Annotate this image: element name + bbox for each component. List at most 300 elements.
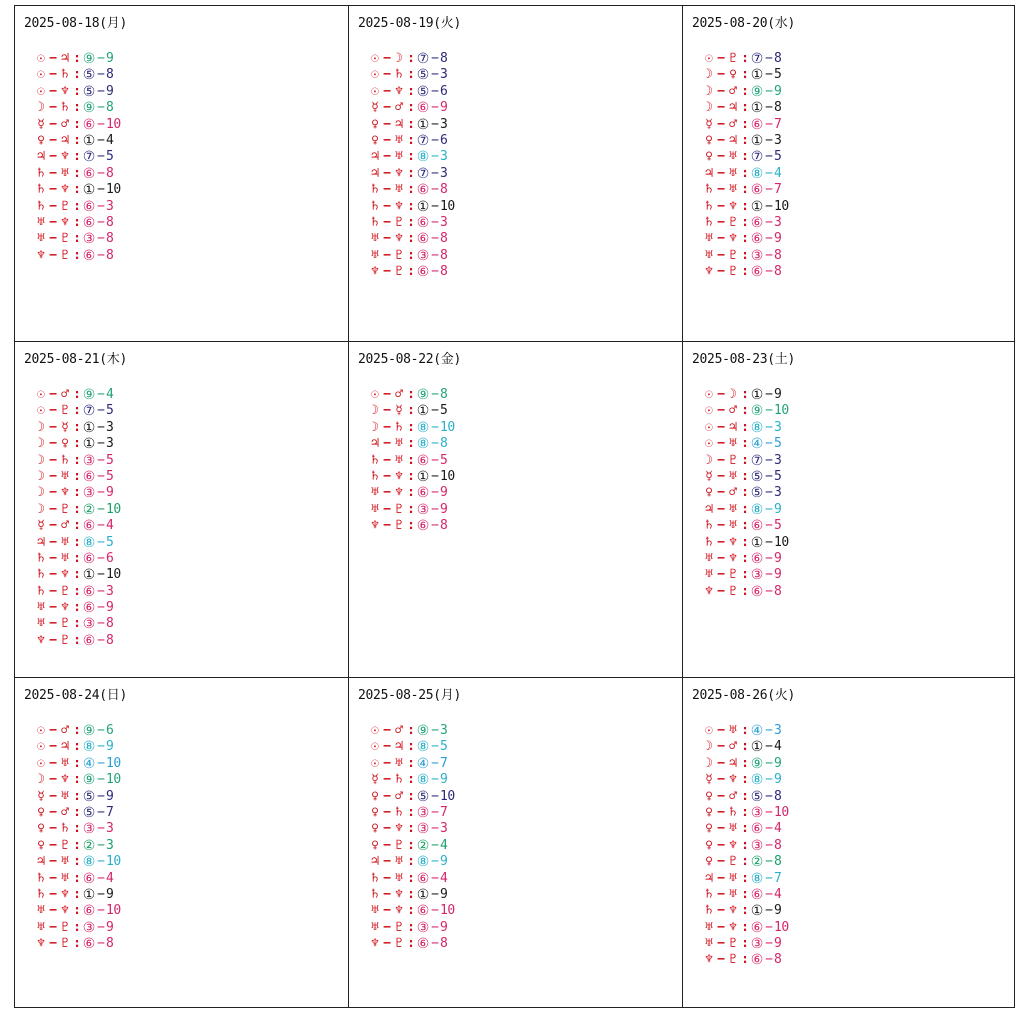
aspect-line xyxy=(702,387,796,403)
aspect-dash: − xyxy=(49,403,57,419)
value-dash: − xyxy=(431,51,439,66)
strength-value: 9 xyxy=(440,886,448,902)
planet-a-glyph: ♃ xyxy=(371,165,379,181)
value-dash: − xyxy=(431,501,439,517)
strength-value: 9 xyxy=(106,51,114,66)
strength-value: 5 xyxy=(440,403,448,419)
value-dash: − xyxy=(97,198,105,214)
circled-number: ③ xyxy=(416,501,430,518)
circled-number: ③ xyxy=(82,821,96,838)
planet-a-glyph: ☽ xyxy=(705,755,713,771)
aspect-colon: : xyxy=(73,854,81,870)
planet-a-glyph: ♅ xyxy=(37,214,45,230)
planet-a-glyph: ☿ xyxy=(37,116,45,132)
day-cell-0 xyxy=(15,6,349,342)
aspect-list xyxy=(34,387,128,649)
aspect-line xyxy=(34,469,128,485)
planet-a-glyph: ♅ xyxy=(37,903,45,919)
planet-b-glyph: ♇ xyxy=(61,231,69,247)
aspect-dash: − xyxy=(717,952,725,968)
cell-date: 2025-08-20(水) xyxy=(692,16,796,31)
aspect-dash: − xyxy=(717,854,725,870)
planet-b-glyph: ♇ xyxy=(395,247,403,263)
planet-a-glyph: ☽ xyxy=(371,403,379,419)
aspect-line xyxy=(702,535,796,551)
value-dash: − xyxy=(431,723,439,738)
circled-number: ⑥ xyxy=(416,936,430,953)
aspect-list xyxy=(34,51,128,264)
circled-number: ① xyxy=(82,182,96,199)
aspect-colon: : xyxy=(741,518,749,534)
aspect-colon: : xyxy=(73,247,81,263)
strength-value: 8 xyxy=(774,952,782,968)
aspect-line xyxy=(368,117,462,133)
value-dash: − xyxy=(431,419,439,435)
planet-a-glyph: ♃ xyxy=(37,534,45,550)
circled-number: ① xyxy=(82,419,96,436)
aspect-colon: : xyxy=(741,436,749,452)
value-dash: − xyxy=(97,231,105,247)
aspect-dash: − xyxy=(717,550,725,566)
aspect-colon: : xyxy=(407,936,415,952)
strength-value: 10 xyxy=(774,198,789,214)
circled-number: ① xyxy=(750,903,764,920)
circled-number: ⑥ xyxy=(750,182,764,199)
planet-b-glyph: ♃ xyxy=(729,419,737,435)
circled-number: ⑥ xyxy=(750,116,764,133)
aspect-colon: : xyxy=(73,132,81,148)
aspect-colon: : xyxy=(73,100,81,116)
strength-value: 3 xyxy=(106,821,114,837)
aspect-dash: − xyxy=(49,214,57,230)
strength-value: 9 xyxy=(774,501,782,517)
planet-a-glyph: ♄ xyxy=(705,182,713,198)
planet-a-glyph: ☿ xyxy=(371,772,379,788)
planet-b-glyph: ♃ xyxy=(61,739,69,755)
planet-a-glyph: ♆ xyxy=(37,632,45,648)
aspect-line xyxy=(368,936,462,952)
value-dash: − xyxy=(431,264,439,280)
circled-number: ① xyxy=(750,387,764,403)
strength-value: 10 xyxy=(774,804,789,820)
planet-b-glyph: ♂ xyxy=(61,116,69,132)
planet-b-glyph: ☽ xyxy=(729,387,737,402)
strength-value: 8 xyxy=(440,387,448,402)
circled-number: ⑥ xyxy=(416,452,430,469)
strength-value: 10 xyxy=(440,198,455,214)
planet-b-glyph: ♆ xyxy=(61,886,69,902)
aspect-line xyxy=(368,51,462,67)
aspect-colon: : xyxy=(407,723,415,738)
circled-number: ⑦ xyxy=(416,165,430,182)
aspect-line xyxy=(34,920,128,936)
planet-a-glyph: ☽ xyxy=(37,485,45,501)
aspect-colon: : xyxy=(741,132,749,148)
circled-number: ② xyxy=(416,837,430,854)
aspect-dash: − xyxy=(383,485,391,501)
aspect-dash: − xyxy=(717,419,725,435)
aspect-dash: − xyxy=(717,583,725,599)
value-dash: − xyxy=(765,485,773,501)
aspect-dash: − xyxy=(383,468,391,484)
planet-b-glyph: ♇ xyxy=(395,837,403,853)
planet-a-glyph: ☉ xyxy=(371,51,379,66)
value-dash: − xyxy=(97,116,105,132)
aspect-colon: : xyxy=(741,165,749,181)
aspect-dash: − xyxy=(717,231,725,247)
planet-a-glyph: ♀ xyxy=(37,804,45,820)
aspect-dash: − xyxy=(717,247,725,263)
aspect-dash: − xyxy=(717,100,725,116)
aspect-line xyxy=(368,723,462,739)
planet-a-glyph: ♄ xyxy=(705,903,713,919)
circled-number: ⑧ xyxy=(416,419,430,436)
value-dash: − xyxy=(431,132,439,148)
value-dash: − xyxy=(765,247,773,263)
planet-a-glyph: ♀ xyxy=(37,837,45,853)
aspect-colon: : xyxy=(741,903,749,919)
value-dash: − xyxy=(765,518,773,534)
aspect-colon: : xyxy=(73,804,81,820)
aspect-dash: − xyxy=(383,165,391,181)
circled-number: ③ xyxy=(750,936,764,953)
planet-b-glyph: ♆ xyxy=(61,600,69,616)
value-dash: − xyxy=(765,452,773,468)
value-dash: − xyxy=(765,550,773,566)
planet-b-glyph: ♇ xyxy=(395,919,403,935)
aspect-colon: : xyxy=(407,100,415,116)
value-dash: − xyxy=(431,182,439,198)
circled-number: ⑨ xyxy=(750,755,764,772)
planet-b-glyph: ♇ xyxy=(61,837,69,853)
circled-number: ⑥ xyxy=(82,600,96,617)
circled-number: ⑥ xyxy=(82,870,96,887)
value-dash: − xyxy=(431,198,439,214)
planet-a-glyph: ♅ xyxy=(705,231,713,247)
planet-b-glyph: ♆ xyxy=(61,182,69,198)
circled-number: ③ xyxy=(82,231,96,248)
aspect-dash: − xyxy=(49,116,57,132)
planet-a-glyph: ♄ xyxy=(705,214,713,230)
cell-date: 2025-08-22(金) xyxy=(358,352,462,367)
planet-b-glyph: ♅ xyxy=(729,518,737,534)
circled-number: ⑥ xyxy=(750,583,764,600)
planet-a-glyph: ☉ xyxy=(371,755,379,771)
aspect-dash: − xyxy=(49,600,57,616)
aspect-colon: : xyxy=(407,83,415,99)
aspect-dash: − xyxy=(717,132,725,148)
value-dash: − xyxy=(765,567,773,583)
aspect-colon: : xyxy=(73,583,81,599)
circled-number: ⑤ xyxy=(416,67,430,84)
planet-a-glyph: ♄ xyxy=(37,567,45,583)
aspect-line xyxy=(368,502,462,518)
value-dash: − xyxy=(765,182,773,198)
value-dash: − xyxy=(765,231,773,247)
planet-b-glyph: ♆ xyxy=(729,919,737,935)
planet-a-glyph: ♆ xyxy=(371,264,379,280)
strength-value: 3 xyxy=(106,419,114,435)
aspect-dash: − xyxy=(717,387,725,402)
strength-value: 7 xyxy=(106,804,114,820)
aspect-line xyxy=(702,199,796,215)
strength-value: 10 xyxy=(774,534,789,550)
circled-number: ⑧ xyxy=(750,870,764,887)
planet-a-glyph: ♄ xyxy=(37,583,45,599)
strength-value: 6 xyxy=(106,723,114,738)
value-dash: − xyxy=(97,772,105,788)
aspect-line xyxy=(34,633,128,649)
strength-value: 6 xyxy=(106,550,114,566)
aspect-colon: : xyxy=(407,854,415,870)
circled-number: ⑧ xyxy=(416,436,430,453)
planet-a-glyph: ♅ xyxy=(371,919,379,935)
value-dash: − xyxy=(97,100,105,116)
planet-a-glyph: ☉ xyxy=(37,403,45,419)
aspect-dash: − xyxy=(717,501,725,517)
planet-b-glyph: ♇ xyxy=(729,264,737,280)
aspect-dash: − xyxy=(383,501,391,517)
aspect-colon: : xyxy=(73,387,81,402)
aspect-dash: − xyxy=(717,264,725,280)
aspect-dash: − xyxy=(383,936,391,952)
aspect-line xyxy=(702,100,796,116)
aspect-colon: : xyxy=(741,821,749,837)
value-dash: − xyxy=(97,567,105,583)
circled-number: ⑦ xyxy=(750,149,764,166)
planet-a-glyph: ♅ xyxy=(371,247,379,263)
planet-b-glyph: ♇ xyxy=(61,936,69,952)
planet-b-glyph: ♂ xyxy=(729,83,737,99)
circled-number: ④ xyxy=(416,755,430,772)
aspect-list xyxy=(702,51,796,280)
planet-b-glyph: ♇ xyxy=(61,583,69,599)
planet-a-glyph: ♄ xyxy=(37,550,45,566)
planet-a-glyph: ♀ xyxy=(371,804,379,820)
value-dash: − xyxy=(97,632,105,648)
aspect-colon: : xyxy=(73,116,81,132)
planet-a-glyph: ♆ xyxy=(37,247,45,263)
aspect-dash: − xyxy=(49,100,57,116)
strength-value: 4 xyxy=(106,132,114,148)
value-dash: − xyxy=(431,919,439,935)
aspect-list xyxy=(34,723,128,952)
aspect-line xyxy=(368,469,462,485)
aspect-colon: : xyxy=(741,403,749,419)
aspect-line xyxy=(34,51,128,67)
planet-a-glyph: ☉ xyxy=(371,387,379,402)
aspect-colon: : xyxy=(73,821,81,837)
planet-a-glyph: ♃ xyxy=(371,436,379,452)
strength-value: 10 xyxy=(440,788,455,804)
value-dash: − xyxy=(431,804,439,820)
value-dash: − xyxy=(97,247,105,263)
strength-value: 9 xyxy=(440,501,448,517)
planet-b-glyph: ♃ xyxy=(729,100,737,116)
aspect-dash: − xyxy=(49,231,57,247)
aspect-line xyxy=(368,838,462,854)
aspect-dash: − xyxy=(383,739,391,755)
aspect-dash: − xyxy=(49,132,57,148)
planet-b-glyph: ♂ xyxy=(395,100,403,116)
circled-number: ② xyxy=(750,854,764,871)
aspect-colon: : xyxy=(73,165,81,181)
cell-date: 2025-08-21(木) xyxy=(24,352,128,367)
circled-number: ⑥ xyxy=(750,231,764,248)
circled-number: ① xyxy=(750,132,764,149)
planet-b-glyph: ♃ xyxy=(61,132,69,148)
circled-number: ⑤ xyxy=(416,83,430,100)
aspect-dash: − xyxy=(49,739,57,755)
aspect-colon: : xyxy=(741,534,749,550)
value-dash: − xyxy=(765,739,773,755)
planet-a-glyph: ☽ xyxy=(705,452,713,468)
aspect-dash: − xyxy=(49,149,57,165)
aspect-line xyxy=(702,133,796,149)
aspect-line xyxy=(34,436,128,452)
planet-a-glyph: ♄ xyxy=(371,198,379,214)
aspect-colon: : xyxy=(741,886,749,902)
planet-b-glyph: ♂ xyxy=(729,739,737,755)
aspect-dash: − xyxy=(717,534,725,550)
strength-value: 4 xyxy=(774,886,782,902)
planet-b-glyph: ♅ xyxy=(729,821,737,837)
aspect-line xyxy=(702,248,796,264)
planet-b-glyph: ♅ xyxy=(395,452,403,468)
value-dash: − xyxy=(97,919,105,935)
cell-date: 2025-08-23(土) xyxy=(692,352,796,367)
value-dash: − xyxy=(97,51,105,66)
value-dash: − xyxy=(431,870,439,886)
value-dash: − xyxy=(97,723,105,738)
value-dash: − xyxy=(97,387,105,402)
value-dash: − xyxy=(431,936,439,952)
aspect-colon: : xyxy=(73,149,81,165)
planet-a-glyph: ♀ xyxy=(705,485,713,501)
planet-a-glyph: ☿ xyxy=(37,518,45,534)
strength-value: 3 xyxy=(774,214,782,230)
planet-a-glyph: ♀ xyxy=(705,132,713,148)
strength-value: 6 xyxy=(440,83,448,99)
aspect-dash: − xyxy=(49,936,57,952)
planet-a-glyph: ♅ xyxy=(705,247,713,263)
strength-value: 10 xyxy=(106,755,121,771)
aspect-line xyxy=(702,51,796,67)
planet-a-glyph: ♀ xyxy=(37,821,45,837)
aspect-colon: : xyxy=(741,837,749,853)
value-dash: − xyxy=(97,403,105,419)
aspect-dash: − xyxy=(383,198,391,214)
strength-value: 3 xyxy=(440,116,448,132)
strength-value: 9 xyxy=(440,100,448,116)
planet-a-glyph: ☉ xyxy=(705,723,713,738)
planet-b-glyph: ♅ xyxy=(729,149,737,165)
value-dash: − xyxy=(97,83,105,99)
planet-b-glyph: ♇ xyxy=(729,51,737,66)
strength-value: 7 xyxy=(440,755,448,771)
value-dash: − xyxy=(431,214,439,230)
value-dash: − xyxy=(765,837,773,853)
aspect-colon: : xyxy=(407,132,415,148)
strength-value: 10 xyxy=(106,854,121,870)
aspect-line xyxy=(34,248,128,264)
aspect-line xyxy=(702,264,796,280)
aspect-line xyxy=(368,756,462,772)
planet-a-glyph: ♅ xyxy=(705,550,713,566)
value-dash: − xyxy=(765,403,773,419)
value-dash: − xyxy=(765,51,773,66)
aspect-list xyxy=(368,51,462,280)
cell-date: 2025-08-18(月) xyxy=(24,16,128,31)
planet-b-glyph: ♅ xyxy=(395,149,403,165)
aspect-line xyxy=(34,584,128,600)
planet-a-glyph: ☉ xyxy=(371,67,379,83)
planet-a-glyph: ♀ xyxy=(37,132,45,148)
aspect-colon: : xyxy=(407,436,415,452)
aspect-line xyxy=(34,166,128,182)
planet-a-glyph: ♀ xyxy=(705,804,713,820)
aspect-colon: : xyxy=(73,501,81,517)
planet-b-glyph: ♆ xyxy=(729,231,737,247)
circled-number: ⑧ xyxy=(416,772,430,789)
planet-b-glyph: ♆ xyxy=(729,550,737,566)
planet-b-glyph: ♅ xyxy=(395,436,403,452)
strength-value: 10 xyxy=(774,403,789,419)
aspect-colon: : xyxy=(73,452,81,468)
planet-a-glyph: ♀ xyxy=(705,788,713,804)
planet-b-glyph: ♇ xyxy=(61,632,69,648)
aspect-dash: − xyxy=(717,452,725,468)
aspect-dash: − xyxy=(49,387,57,402)
planet-a-glyph: ♃ xyxy=(37,854,45,870)
strength-value: 9 xyxy=(774,567,782,583)
value-dash: − xyxy=(765,100,773,116)
planet-b-glyph: ♂ xyxy=(395,387,403,402)
value-dash: − xyxy=(431,149,439,165)
aspect-dash: − xyxy=(717,772,725,788)
strength-value: 3 xyxy=(440,165,448,181)
strength-value: 8 xyxy=(106,936,114,952)
strength-value: 9 xyxy=(440,854,448,870)
aspect-dash: − xyxy=(49,419,57,435)
planet-a-glyph: ☉ xyxy=(705,387,713,402)
aspect-colon: : xyxy=(407,755,415,771)
aspect-line xyxy=(34,518,128,534)
aspect-dash: − xyxy=(717,567,725,583)
aspect-dash: − xyxy=(383,149,391,165)
value-dash: − xyxy=(431,772,439,788)
planet-a-glyph: ☿ xyxy=(705,772,713,788)
value-dash: − xyxy=(97,886,105,902)
planet-b-glyph: ♃ xyxy=(61,51,69,66)
aspect-line xyxy=(368,903,462,919)
aspect-line xyxy=(34,403,128,419)
circled-number: ⑥ xyxy=(750,264,764,281)
aspect-line xyxy=(702,584,796,600)
aspect-line xyxy=(34,723,128,739)
aspect-dash: − xyxy=(383,870,391,886)
value-dash: − xyxy=(97,583,105,599)
value-dash: − xyxy=(765,198,773,214)
strength-value: 9 xyxy=(440,485,448,501)
circled-number: ⑥ xyxy=(82,247,96,264)
value-dash: − xyxy=(97,485,105,501)
aspect-line xyxy=(368,789,462,805)
planet-a-glyph: ☽ xyxy=(37,501,45,517)
value-dash: − xyxy=(97,903,105,919)
planet-b-glyph: ♅ xyxy=(729,501,737,517)
aspect-dash: − xyxy=(49,837,57,853)
